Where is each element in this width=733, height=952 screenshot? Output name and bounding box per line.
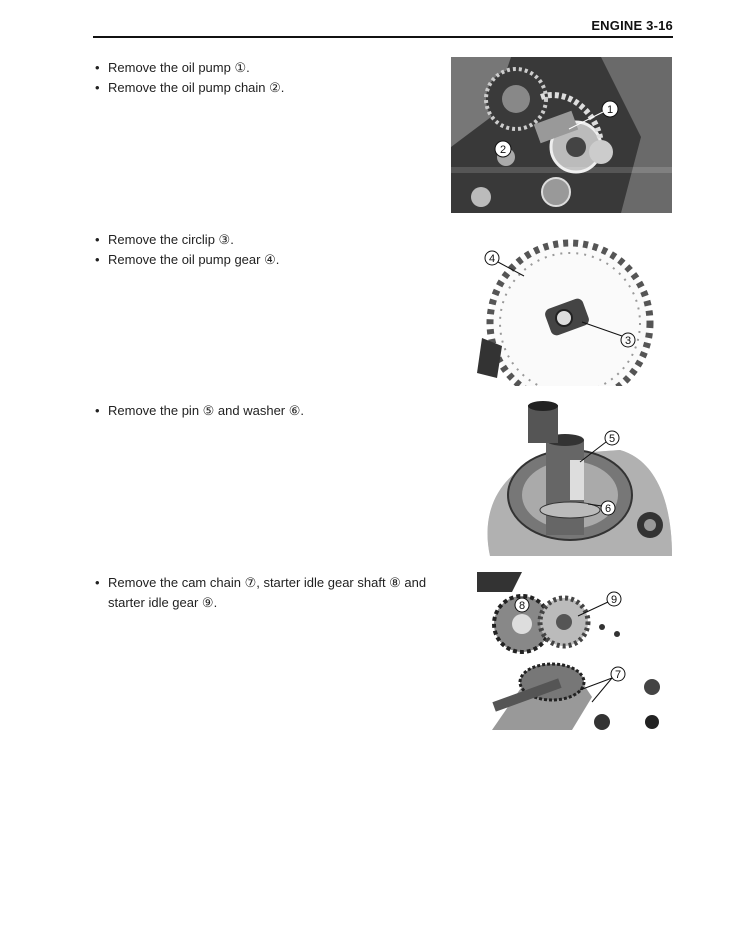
starter-idle-gear-photo — [452, 572, 672, 730]
callout-1: 1 — [606, 104, 614, 116]
callout-8: 8 — [518, 600, 526, 612]
pin-washer-photo — [470, 400, 672, 556]
callout-5: 5 — [608, 433, 616, 445]
callout-3: 3 — [624, 335, 632, 347]
step-2-line-2: • Remove the oil pump gear ④. — [93, 250, 438, 270]
callout-2: 2 — [499, 144, 507, 156]
page-header — [93, 20, 673, 38]
oil-pump-illustration — [451, 57, 672, 213]
step-3-line-1: • Remove the pin ⑤ and washer ⑥. — [93, 401, 438, 421]
pin-washer-illustration — [470, 400, 672, 556]
oil-pump-gear-illustration — [462, 228, 672, 386]
oil-pump-gear-photo — [462, 228, 672, 386]
callout-9: 9 — [610, 594, 618, 606]
page-header-title: ENGINE 3-16 — [591, 18, 673, 33]
step-4-line-1: • Remove the cam chain ⑦, starter idle gear shaft ⑧ and starter idle gear ⑨. — [93, 573, 438, 613]
step-1-instructions — [93, 58, 438, 98]
callout-7: 7 — [614, 669, 622, 681]
step-1-line-1: • Remove the oil pump ①. — [93, 58, 438, 78]
step-4-instructions — [93, 573, 438, 613]
callout-6: 6 — [604, 503, 612, 515]
oil-pump-photo — [451, 57, 672, 213]
callout-4: 4 — [488, 253, 496, 265]
step-2-instructions — [93, 230, 438, 270]
starter-idle-gear-illustration — [452, 572, 672, 730]
step-3-instructions — [93, 401, 438, 421]
step-2-line-1: • Remove the circlip ③. — [93, 230, 438, 250]
step-1-line-2: • Remove the oil pump chain ②. — [93, 78, 438, 98]
